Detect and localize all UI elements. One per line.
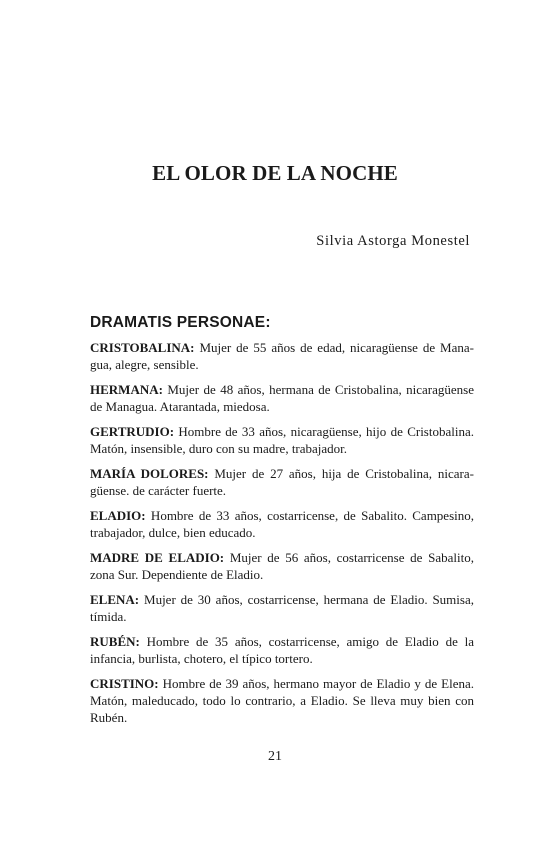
character-entry (90, 507, 474, 541)
dramatis-personae-heading: DRAMATIS PERSONAE: (90, 314, 271, 331)
character-description: Mujer de 27 años, hija de Cristobalina, nicaragüense. de carácter fuerte. (90, 466, 474, 498)
character-description: Hombre de 33 años, costarricense, de Sabalito. Campesino, trabajador, dulce, bien educado. (90, 508, 474, 540)
play-title: EL OLOR DE LA NOCHE (152, 161, 398, 185)
character-entry (90, 633, 474, 667)
character-entry (90, 675, 474, 726)
character-description: Hombre de 33 años, nicaragüense, hijo de Cristobalina. Matón, insensible, duro con su madre, trabajador. (90, 424, 474, 456)
character-description: Mujer de 55 años de edad, nicaragüense de Managua, alegre, sensible. (90, 340, 474, 372)
character-name: CRISTINO: (90, 676, 159, 691)
author-name: Silvia Astorga Monestel (316, 233, 470, 249)
character-entry (90, 549, 474, 583)
character-name: ELENA: (90, 592, 140, 607)
character-entry (90, 339, 474, 373)
character-name: ELADIO: (90, 508, 146, 523)
character-entry (90, 381, 474, 415)
page-number: 21 (268, 749, 282, 764)
character-entry (90, 465, 474, 499)
character-description: Hombre de 39 años, hermano mayor de Eladio y de Elena. Matón, maleducado, todo lo contrario, a Eladio. Se lleva muy bien con Rubén. (90, 676, 474, 725)
character-description: Mujer de 56 años, costarricense de Sabalito, zona Sur. Dependiente de Eladio. (90, 550, 474, 582)
character-description: Mujer de 48 años, hermana de Cristobalina, nicaragüense de Managua. Atarantada, miedosa. (90, 382, 474, 414)
character-list (90, 339, 474, 734)
character-description: Mujer de 30 años, costarricense, hermana de Eladio. Sumisa, tímida. (90, 592, 474, 624)
character-name: RUBÉN: (90, 634, 140, 649)
character-entry (90, 591, 474, 625)
character-name: CRISTOBALINA: (90, 340, 195, 355)
character-name: MARÍA DOLORES: (90, 466, 209, 481)
character-name: HERMANA: (90, 382, 163, 397)
character-name: MADRE DE ELADIO: (90, 550, 225, 565)
character-description: Hombre de 35 años, costarricense, amigo de Eladio de la infancia, burlista, chotero, el típico tortero. (90, 634, 474, 666)
character-entry (90, 423, 474, 457)
character-name: GERTRUDIO: (90, 424, 175, 439)
